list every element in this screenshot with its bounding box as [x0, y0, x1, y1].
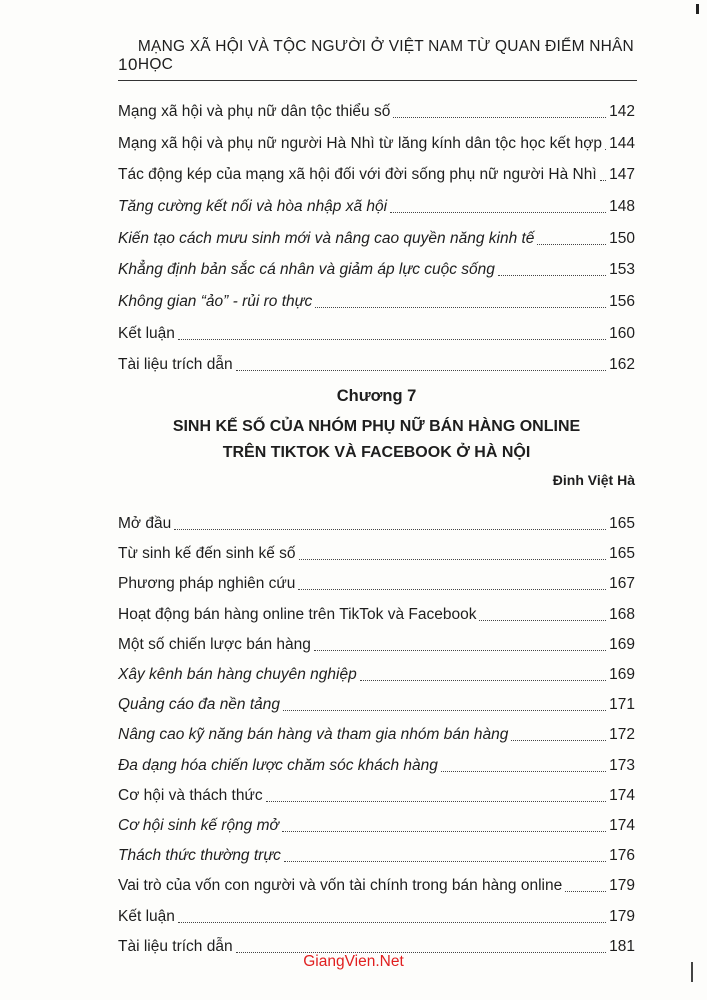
toc-dot-leader [315, 306, 606, 308]
toc-dot-leader [283, 709, 606, 711]
toc-entry-page: 153 [609, 261, 635, 279]
toc-entry [118, 871, 635, 901]
toc-dot-leader [282, 830, 606, 832]
toc-entry-title: Cơ hội và thách thức [118, 786, 263, 804]
toc-entry-page: 176 [609, 847, 635, 865]
toc-entry-title: Nâng cao kỹ năng bán hàng và tham gia nhóm bán hàng [118, 726, 509, 744]
toc-entry-page: 147 [609, 166, 635, 184]
toc-entry [118, 223, 635, 255]
toc-entry-title: Tài liệu trích dẫn [118, 356, 233, 374]
toc-entry-title: Một số chiến lược bán hàng [118, 635, 311, 653]
page-number: 10 [118, 55, 138, 74]
toc-dot-leader [537, 243, 606, 245]
toc-entry [118, 690, 635, 720]
toc-entry-title: Không gian “ảo” - rủi ro thực [118, 292, 313, 310]
toc-entry-title: Mạng xã hội và phụ nữ người Hà Nhì từ lăng kính dân tộc học kết hợp [118, 134, 603, 152]
toc-entry [118, 509, 635, 539]
toc-entry-title: Kiến tạo cách mưu sinh mới và nâng cao quyền năng kinh tế [118, 229, 535, 247]
toc-dot-leader [479, 619, 606, 621]
toc-entry [118, 660, 635, 690]
toc-entry-page: 174 [609, 786, 635, 804]
toc-entry [118, 600, 635, 630]
toc-entry-title: Xây kênh bán hàng chuyên nghiệp [118, 666, 357, 684]
toc-dot-leader [605, 148, 606, 150]
toc-dot-leader [299, 558, 607, 560]
chapter-title-line-2: TRÊN TIKTOK VÀ FACEBOOK Ở HÀ NỘI [222, 444, 531, 461]
chapter-title-line-1: SINH KẾ SỐ CỦA NHÓM PHỤ NỮ BÁN HÀNG ONLINE [172, 418, 581, 435]
toc-dot-leader [236, 369, 607, 371]
toc-entry-title: Khẳng định bản sắc cá nhân và giảm áp lực cuộc sống [118, 261, 495, 279]
toc-dot-leader [393, 116, 606, 118]
toc-dot-leader [565, 890, 606, 892]
toc-entry-title: Kết luận [118, 907, 175, 925]
toc-entry-page: 171 [609, 696, 635, 714]
toc-dot-leader [441, 770, 606, 772]
toc-entry-page: 169 [609, 666, 635, 684]
toc-entry [118, 781, 635, 811]
toc-entry-page: 165 [609, 545, 635, 563]
toc-dot-leader [511, 739, 606, 741]
toc-entry-page: 169 [609, 635, 635, 653]
toc-entry-page: 168 [609, 605, 635, 623]
toc-entry [118, 841, 635, 871]
toc-entry-page: 156 [609, 292, 635, 310]
toc-entry [118, 286, 635, 318]
toc-dot-leader [178, 921, 606, 923]
toc-entry-title: Đa dạng hóa chiến lược chăm sóc khách hàng [118, 756, 438, 774]
toc-entry-title: Vai trò của vốn con người và vốn tài chính trong bán hàng online [118, 877, 563, 895]
toc-entry-page: 174 [609, 816, 635, 834]
toc-entry [118, 539, 635, 569]
toc-entry [118, 254, 635, 286]
toc-dot-leader [266, 800, 607, 802]
toc-entry-title: Hoạt động bán hàng online trên TikTok và Facebook [118, 605, 477, 623]
toc-entry [118, 128, 635, 160]
toc-entry-title: Tài liệu trích dẫn [118, 937, 233, 955]
toc-entry-page: 165 [609, 515, 635, 533]
scan-corner-mark [696, 4, 699, 14]
toc-dot-leader [298, 588, 606, 590]
toc-dot-leader [174, 528, 606, 530]
toc-entry [118, 318, 635, 350]
toc-entry [118, 630, 635, 660]
toc-entry [118, 159, 635, 191]
toc-dot-leader [600, 179, 607, 181]
toc-entry-title: Thách thức thường trực [118, 847, 281, 865]
toc-entry-title: Mạng xã hội và phụ nữ dân tộc thiểu số [118, 102, 391, 120]
toc-section-previous-chapter [118, 96, 635, 381]
watermark: GiangVien.Net [303, 953, 404, 970]
toc-entry [118, 569, 635, 599]
chapter-author: Đinh Việt Hà [552, 472, 635, 488]
toc-dot-leader [314, 649, 606, 651]
toc-entry [118, 191, 635, 223]
scan-edge-mark [691, 962, 693, 982]
toc-entry-title: Mở đầu [118, 515, 172, 533]
toc-entry-page: 148 [609, 197, 635, 215]
toc-entry-page: 144 [609, 134, 635, 152]
toc-entry [118, 901, 635, 931]
toc-entry-page: 160 [609, 324, 635, 342]
toc-entry-title: Phương pháp nghiên cứu [118, 575, 296, 593]
toc-entry [118, 96, 635, 128]
toc-entry-page: 173 [609, 756, 635, 774]
toc-entry-page: 150 [609, 229, 635, 247]
toc-entry [118, 350, 635, 382]
toc-entry-title: Quảng cáo đa nền tảng [118, 696, 281, 714]
toc-dot-leader [390, 211, 606, 213]
toc-entry-title: Từ sinh kế đến sinh kế số [118, 545, 296, 563]
running-title: MẠNG XÃ HỘI VÀ TỘC NGƯỜI Ở VIỆT NAM TỪ QUAN ĐIỂM NHÂN HỌC [137, 38, 634, 73]
toc-entry-page: 167 [609, 575, 635, 593]
toc-entry-title: Tăng cường kết nối và hòa nhập xã hội [118, 197, 388, 215]
toc-entry-page: 179 [609, 907, 635, 925]
toc-entry-title: Tác động kép của mạng xã hội đối với đời sống phụ nữ người Hà Nhì [118, 166, 597, 184]
toc-entry [118, 751, 635, 781]
toc-section-chapter-7 [118, 509, 635, 962]
toc-entry-title: Kết luận [118, 324, 175, 342]
toc-entry-page: 181 [609, 937, 635, 955]
chapter-label: Chương 7 [336, 387, 417, 405]
toc-entry [118, 811, 635, 841]
page-header [118, 38, 637, 81]
toc-dot-leader [360, 679, 606, 681]
toc-dot-leader [178, 338, 606, 340]
toc-entry-page: 172 [609, 726, 635, 744]
toc-entry-title: Cơ hội sinh kế rộng mở [118, 816, 279, 834]
toc-entry [118, 720, 635, 750]
toc-dot-leader [284, 860, 606, 862]
toc-dot-leader [498, 274, 606, 276]
toc-entry-page: 162 [609, 356, 635, 374]
toc-entry-page: 142 [609, 102, 635, 120]
toc-entry-page: 179 [609, 877, 635, 895]
chapter-title [118, 414, 635, 466]
